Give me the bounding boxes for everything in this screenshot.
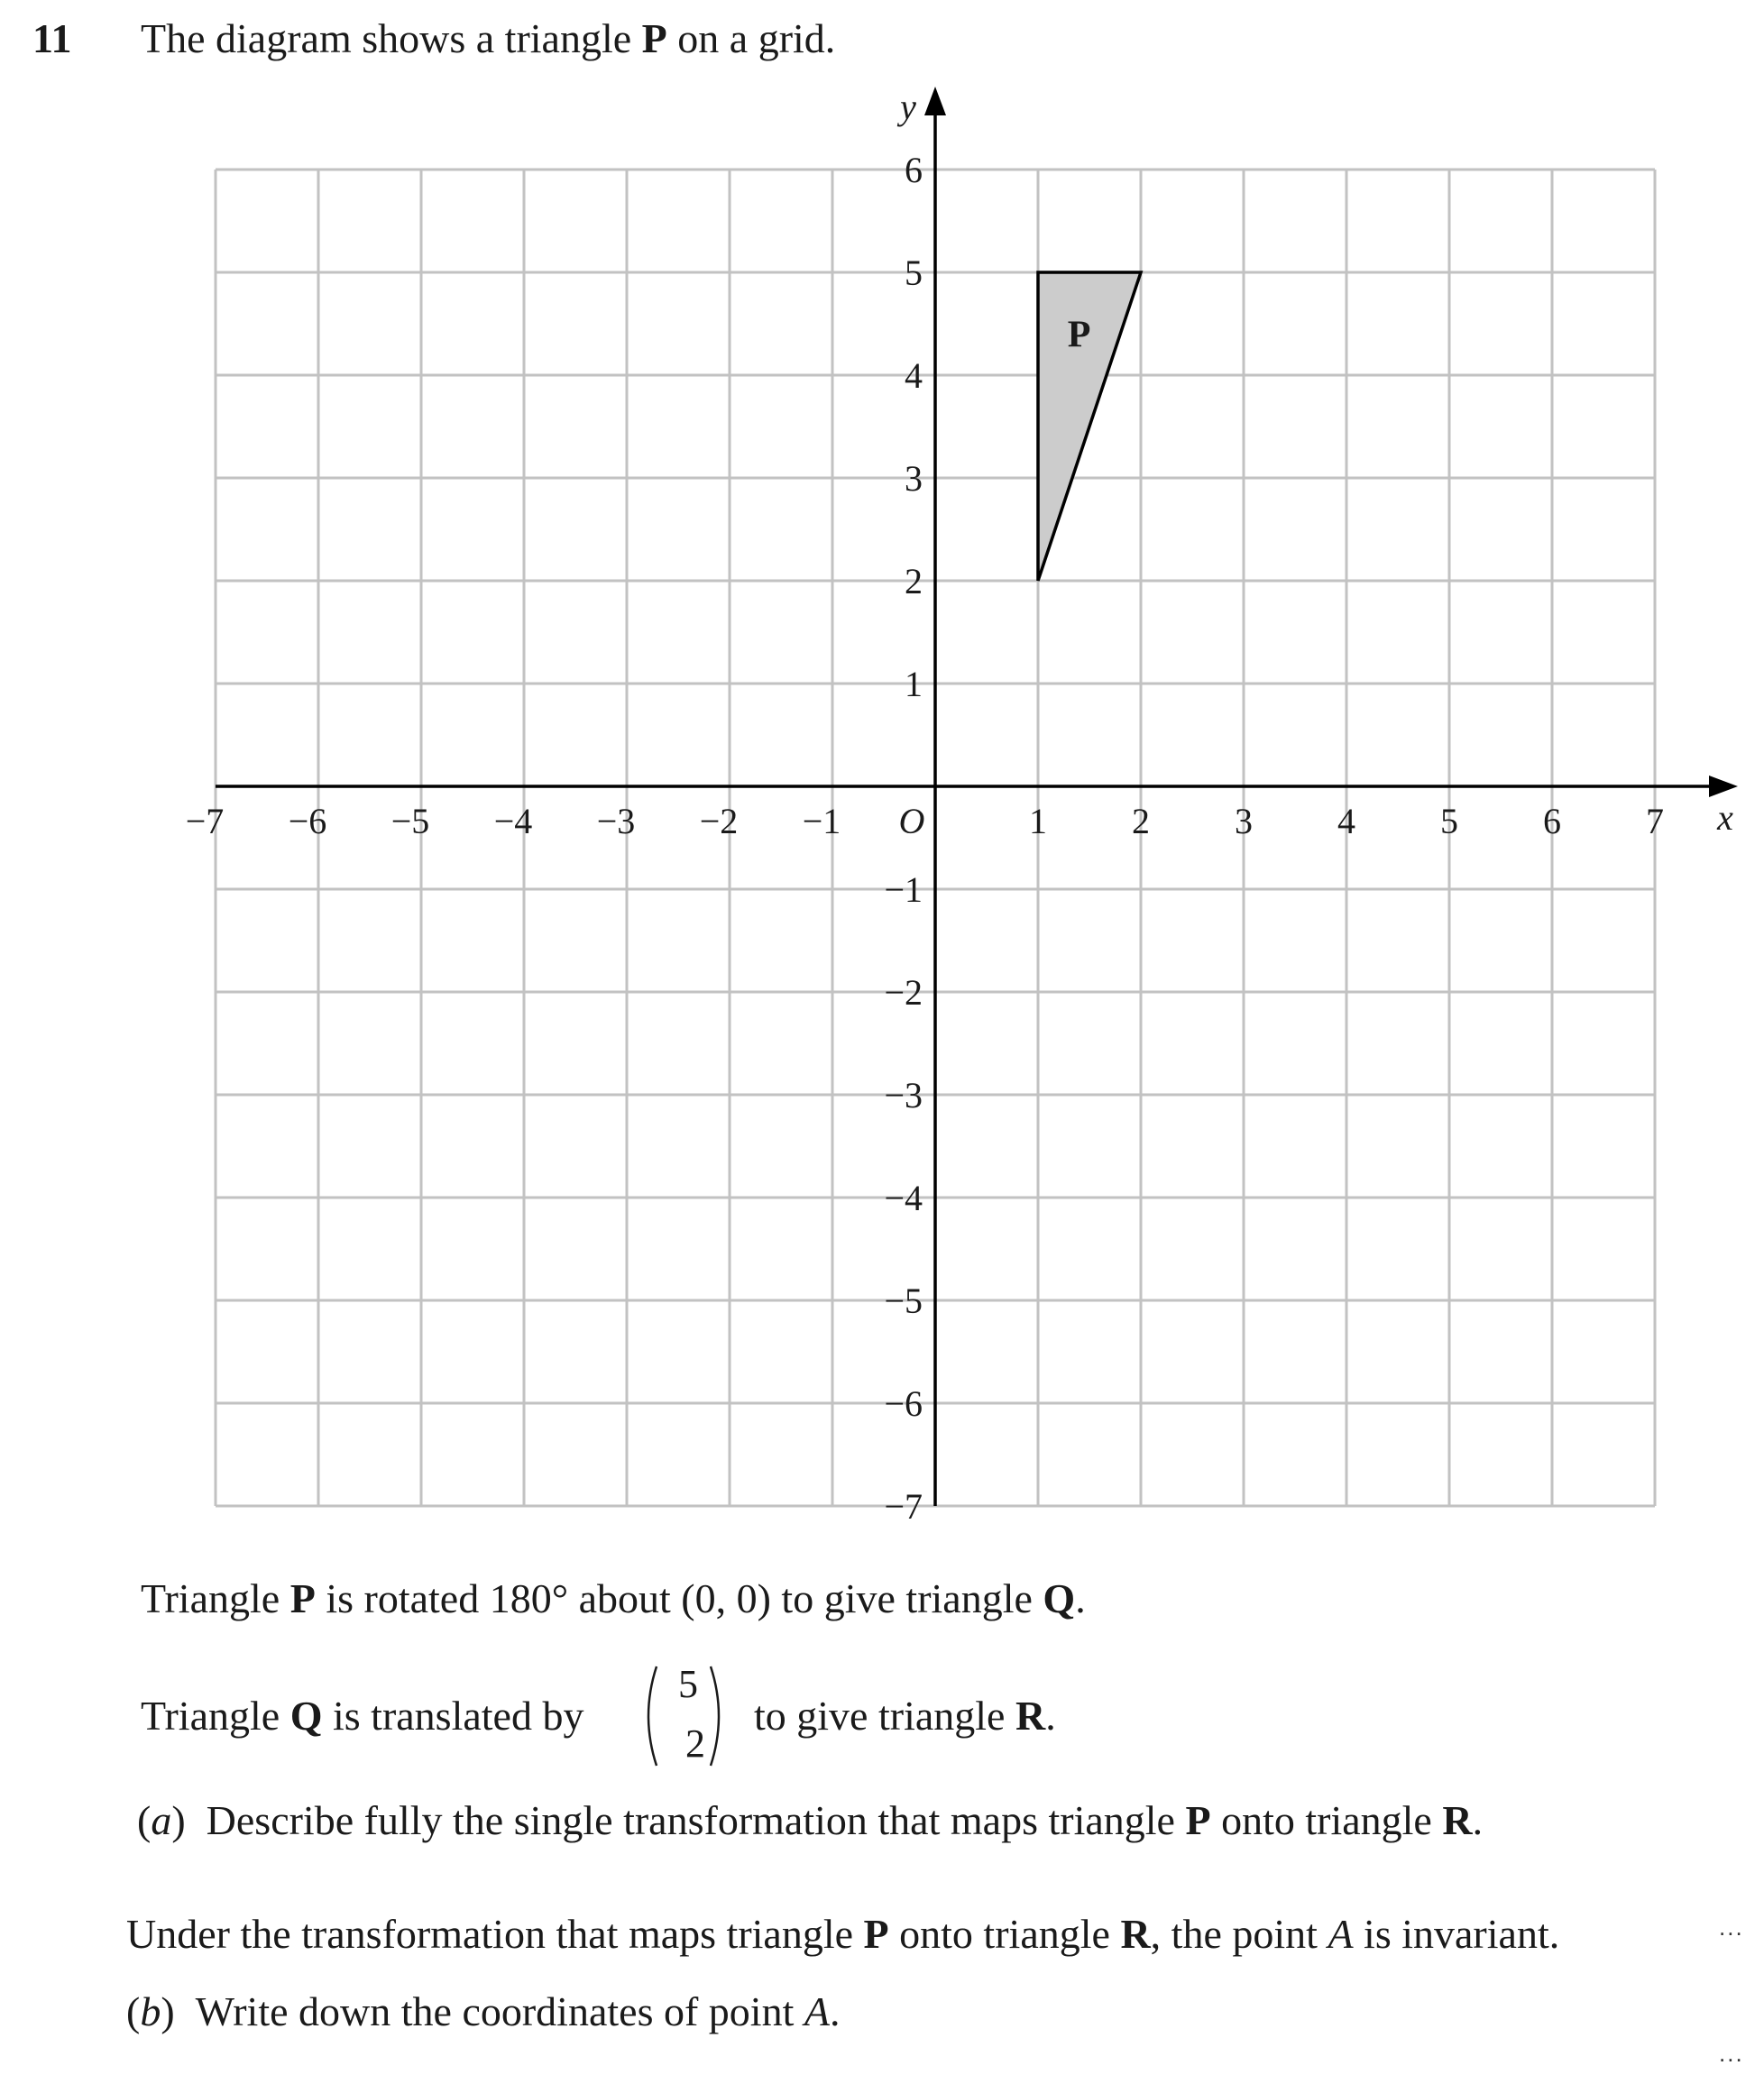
invariant-sentence: Under the transformation that maps triangle P onto triangle R, the point A is invariant.	[126, 1911, 1560, 1957]
x-tick-label: −3	[596, 801, 636, 841]
vector-bottom: 2	[685, 1721, 705, 1766]
intro-text: The diagram shows a triangle	[141, 15, 632, 61]
y-tick-label: −2	[884, 972, 923, 1013]
intro-bold: P	[641, 15, 667, 61]
y-tick-label: −7	[884, 1486, 923, 1527]
translation-sentence-start: Triangle Q is translated by	[141, 1693, 584, 1739]
x-tick-label: 6	[1543, 801, 1561, 841]
x-axis-arrow	[1709, 776, 1738, 797]
question-number: 11	[32, 15, 72, 61]
y-tick-label: −6	[884, 1383, 923, 1424]
x-tick-label: 4	[1337, 801, 1355, 841]
x-tick-label: 3	[1235, 801, 1253, 841]
x-tick-label: −6	[288, 801, 327, 841]
x-tick-label: −2	[699, 801, 739, 841]
y-tick-label: −3	[884, 1075, 923, 1115]
y-axis-arrow	[924, 87, 946, 115]
translation-sentence-end: to give triangle R.	[754, 1693, 1056, 1739]
x-tick-label: −5	[390, 801, 430, 841]
y-tick-label: 2	[905, 561, 923, 601]
y-tick-label: 6	[905, 150, 923, 190]
origin-label: O	[898, 801, 925, 841]
part-a: (a) Describe fully the single transformation that maps triangle P onto triangle R.	[137, 1797, 1484, 1843]
y-tick-label: −1	[884, 869, 923, 910]
y-axis-label: y	[900, 87, 916, 127]
vector-top: 5	[678, 1662, 698, 1706]
part-b-label: b	[140, 1988, 161, 2034]
x-tick-label: 7	[1646, 801, 1664, 841]
part-b: (b) Write down the coordinates of point A.	[126, 1988, 841, 2034]
translation-vector	[637, 1661, 730, 1771]
x-tick-label: −1	[802, 801, 841, 841]
answer-dots-1: ...	[1719, 1914, 1744, 1941]
x-tick-label: 5	[1440, 801, 1458, 841]
x-tick-label: 2	[1132, 801, 1150, 841]
rotation-sentence: Triangle P is rotated 180° about (0, 0) to give triangle Q.	[141, 1575, 1086, 1621]
part-a-label: a	[151, 1797, 172, 1843]
x-tick-label: −7	[185, 801, 225, 841]
intro-end: on a grid.	[677, 15, 836, 61]
y-tick-label: 3	[905, 458, 923, 499]
y-tick-label: −5	[884, 1281, 923, 1321]
y-tick-label: −4	[884, 1178, 923, 1218]
y-tick-label: 1	[905, 664, 923, 704]
x-tick-label: −4	[493, 801, 533, 841]
answer-dots-2: ...	[1719, 2040, 1744, 2067]
x-tick-label: 1	[1029, 801, 1047, 841]
triangle-label-p: P	[1067, 314, 1091, 356]
x-axis-label: x	[1717, 797, 1733, 838]
y-tick-label: 5	[905, 252, 923, 293]
y-tick-label: 4	[905, 355, 923, 396]
